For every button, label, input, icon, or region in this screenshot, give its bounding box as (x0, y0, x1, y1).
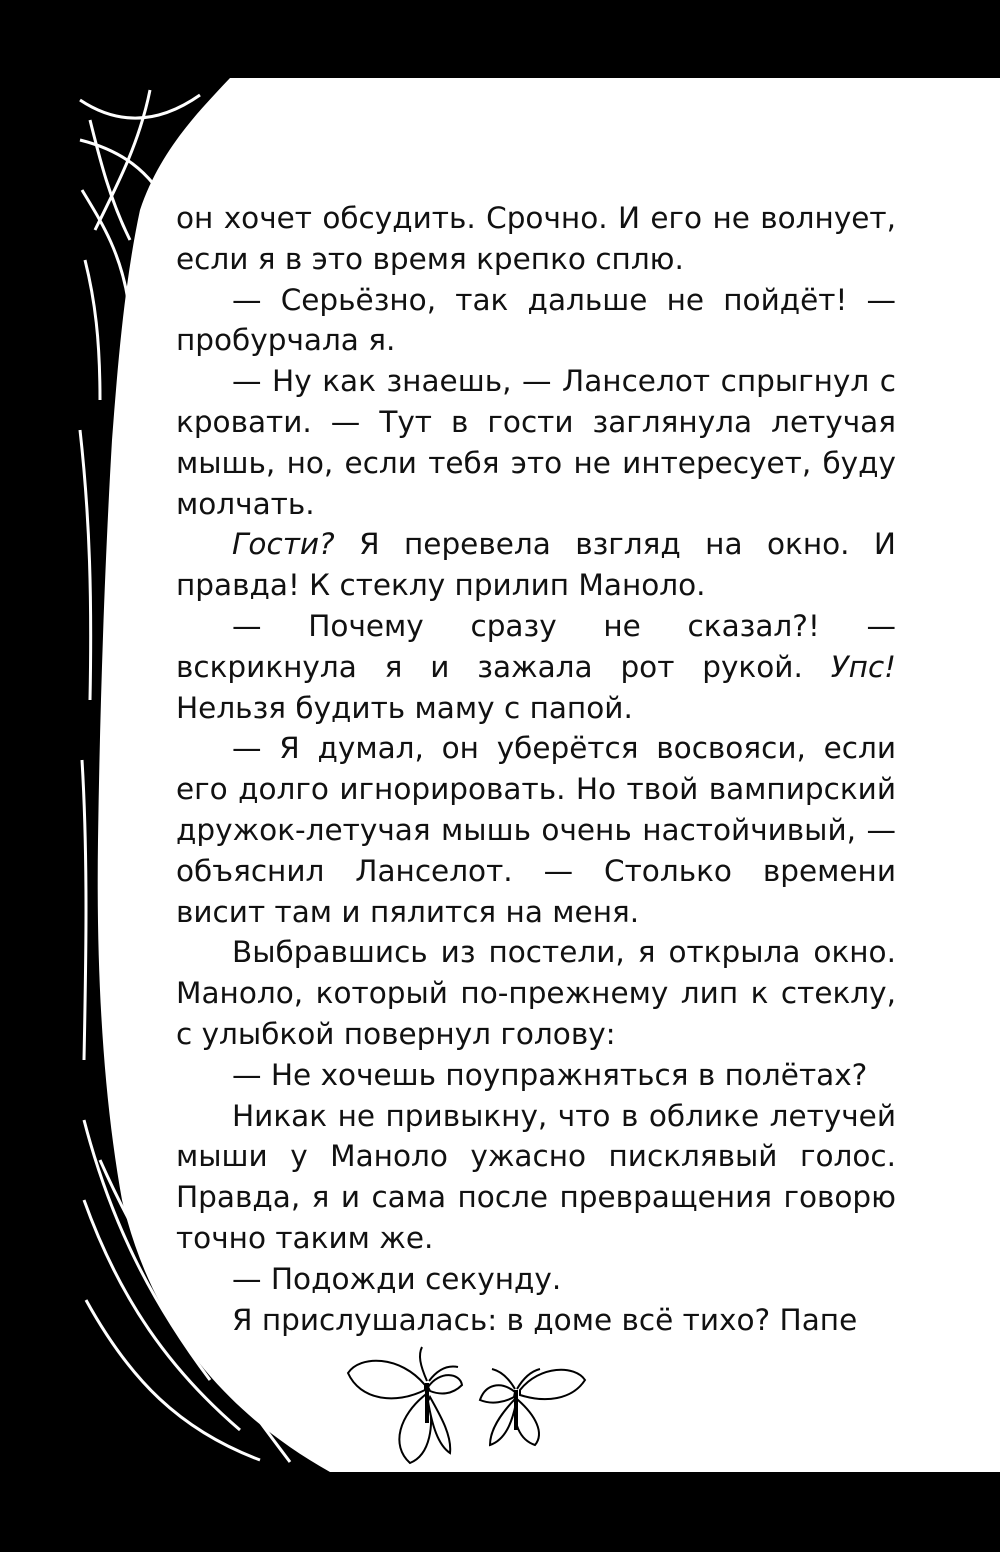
text-run: — Почему сразу не сказал?! — вскрикнула я и зажала рот рукой. (176, 608, 896, 684)
moth-right-icon (480, 1369, 585, 1445)
moth-left-icon (348, 1347, 462, 1463)
text-run: Нельзя будить маму с папой. (176, 690, 633, 725)
italic-text: Упс! (830, 649, 896, 684)
paragraph (176, 1055, 896, 1096)
paragraph (176, 728, 896, 932)
paragraph (176, 1300, 896, 1341)
moths-ornament (340, 1345, 590, 1475)
text-run: Выбравшись из постели, я открыла окно. Маноло, который по-прежнему лип к стеклу, с улыбкой повернул голову: (176, 935, 896, 1051)
paragraph (176, 932, 896, 1054)
paragraph (176, 1259, 896, 1300)
paragraph (176, 1096, 896, 1259)
text-run: — Ну как знаешь, — Ланселот спрыгнул с кровати. — Тут в гости заглянула летучая мышь, но, если тебя это не интересует, буду молчать. (176, 364, 896, 521)
text-run: Я перевела взгляд на окно. И правда! К стеклу прилип Маноло. (176, 527, 896, 603)
italic-text: Гости? (232, 527, 335, 562)
text-run: Никак не привыкну, что в облике летучей мыши у Маноло ужасно писклявый голос. Правда, я и сама после превращения говорю точно таким же. (176, 1098, 896, 1255)
paragraph (176, 280, 896, 362)
text-run: — Я думал, он уберётся восвояси, если его долго игнорировать. Но твой вампирский дружок-летучая мышь очень настойчивый, — объяснил Ланселот. — Столько времени висит там и пялится на меня. (176, 731, 896, 929)
paragraph (176, 361, 896, 524)
text-run: он хочет обсудить. Срочно. И его не волнует, если я в это время крепко сплю. (176, 201, 896, 276)
paragraph (176, 606, 896, 728)
paragraph (176, 524, 896, 606)
text-run: — Подожди секунду. (232, 1261, 562, 1296)
text-run: — Не хочешь поупражняться в полётах? (232, 1057, 868, 1092)
text-run: — Серьёзно, так дальше не пойдёт! — пробурчала я. (176, 282, 896, 358)
text-run: Я прислушалась: в доме всё тихо? Папе (232, 1302, 858, 1337)
page-text (176, 198, 896, 1340)
paragraph (176, 198, 896, 280)
